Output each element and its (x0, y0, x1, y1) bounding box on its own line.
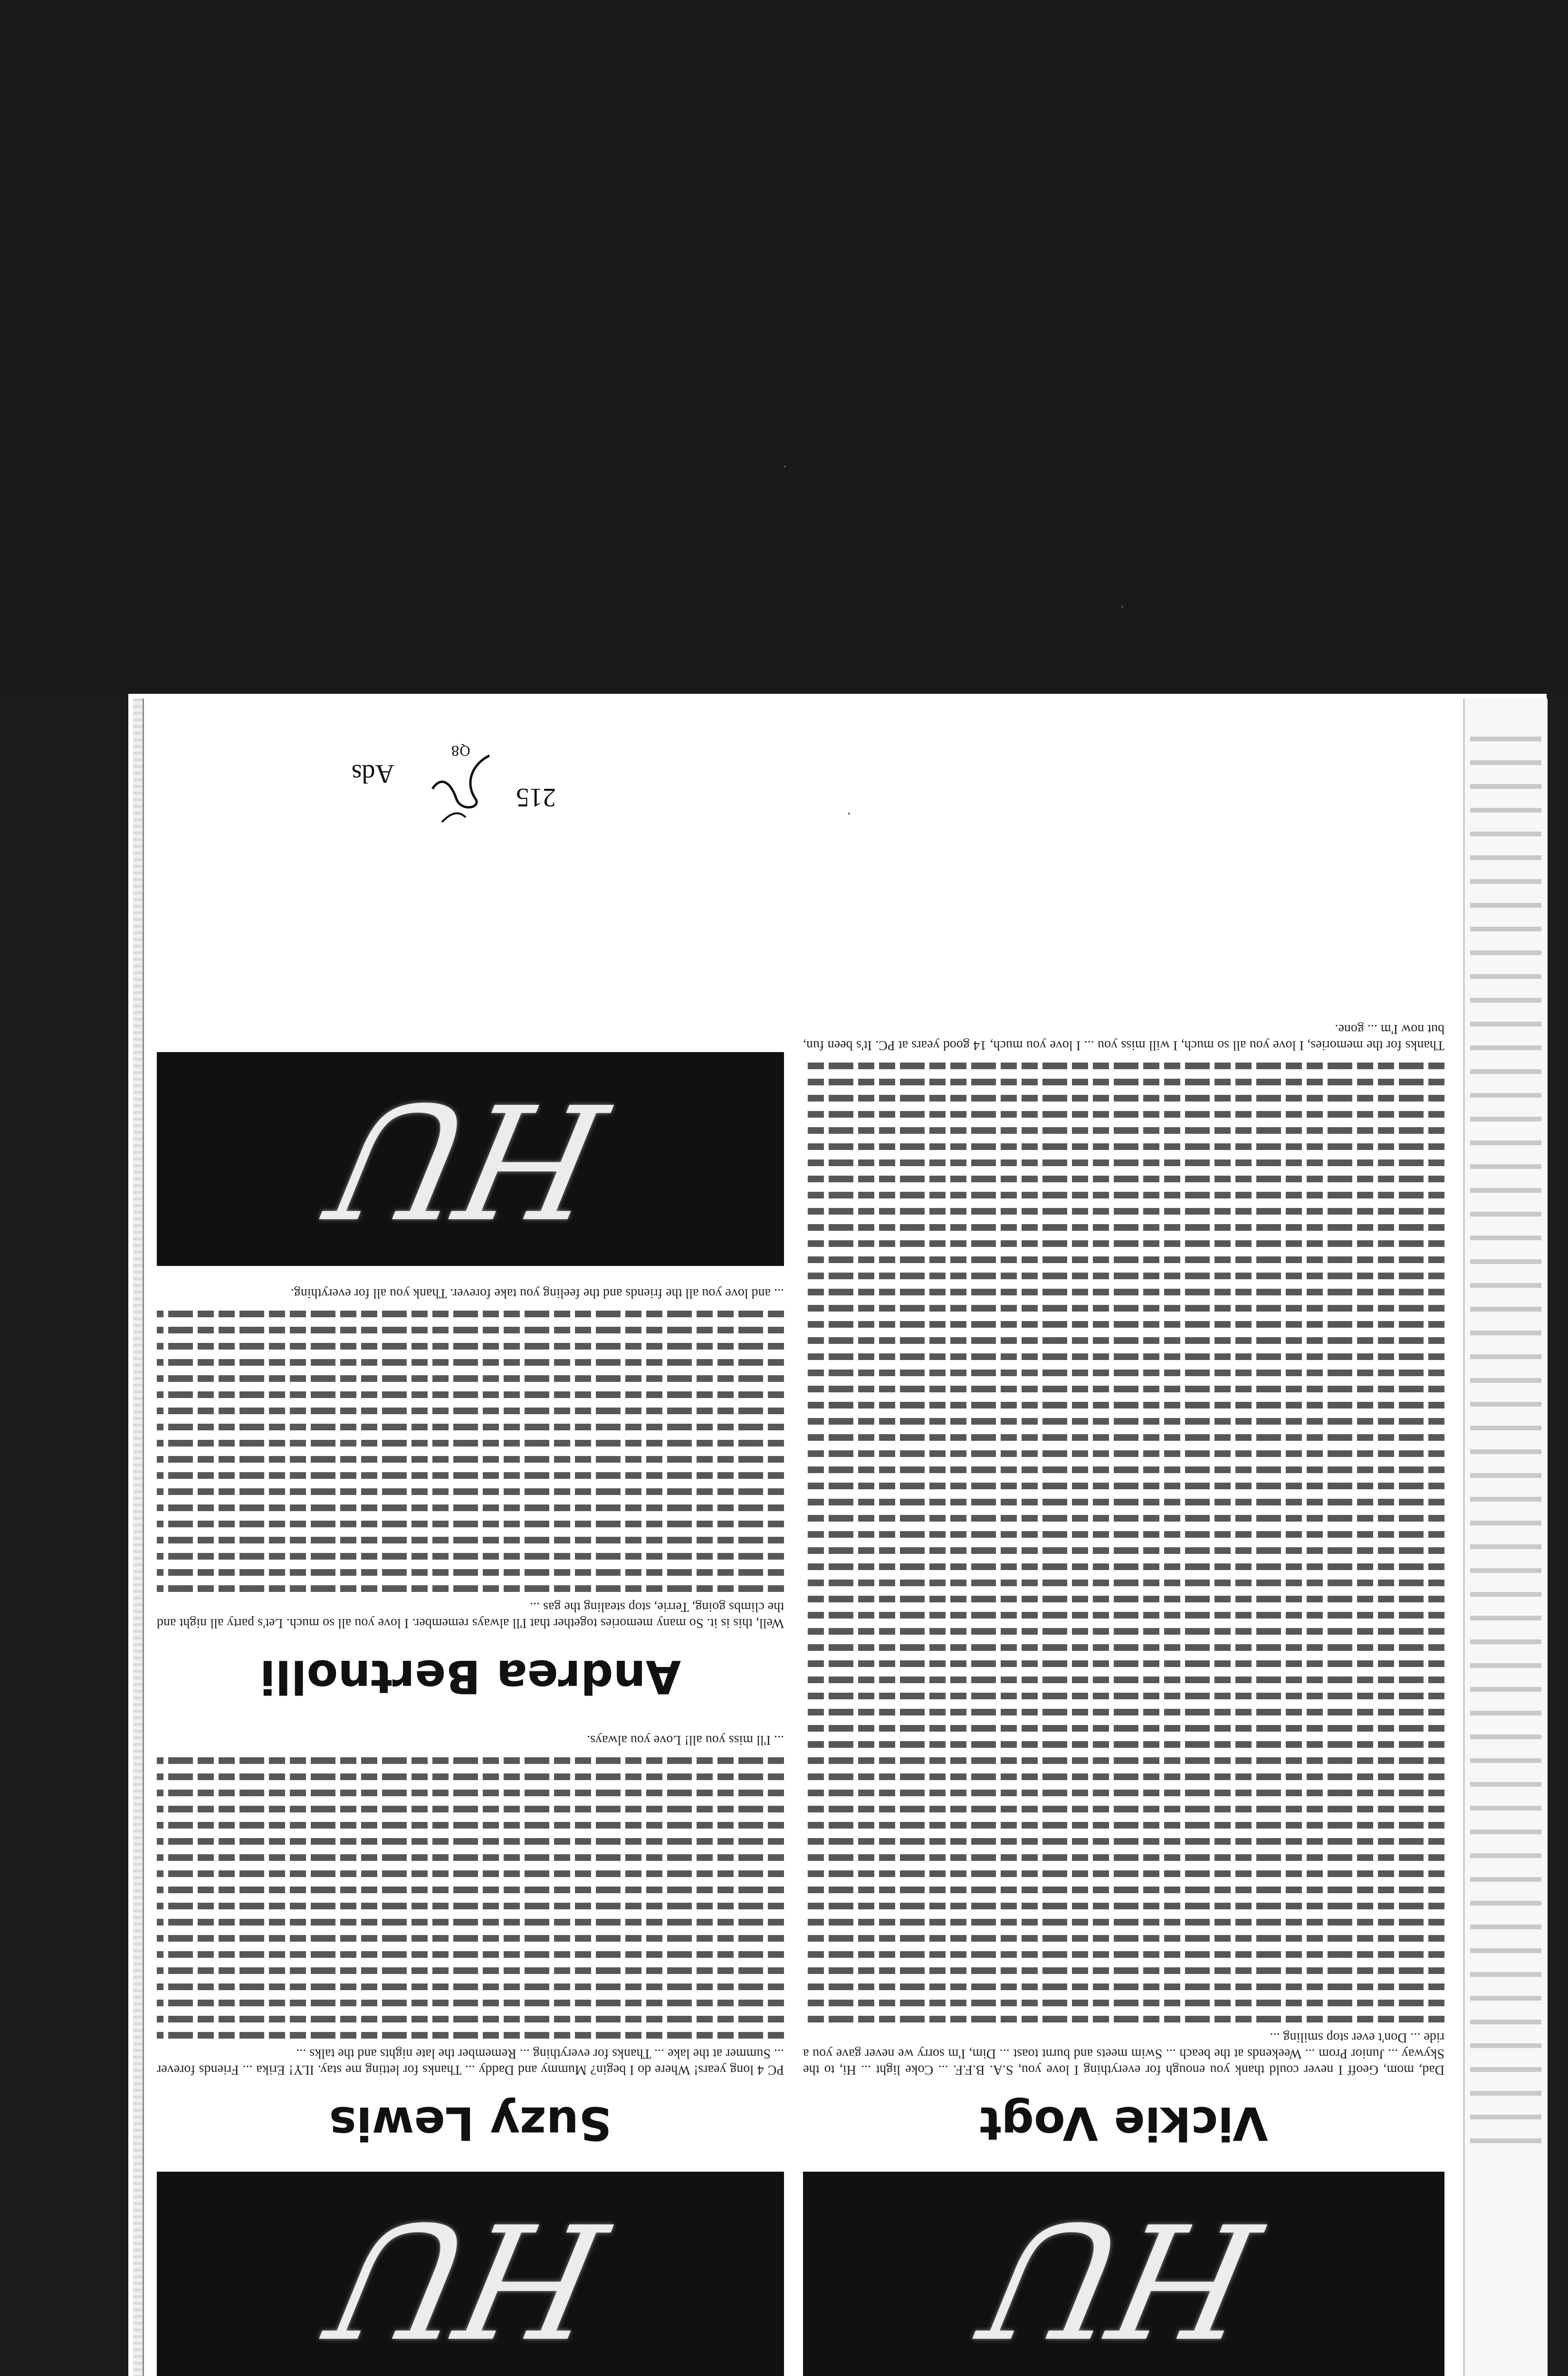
scan-speck (784, 466, 786, 468)
scanner-background-left (0, 694, 128, 2376)
portrait-graphic-text: HU (975, 2187, 1273, 2370)
senior-portrait-graphic (157, 2172, 784, 2376)
senior-message-body (157, 1311, 784, 1592)
scanner-background-top (0, 0, 1568, 694)
adjacent-page-edge (1463, 699, 1548, 2376)
senior-message-closing: Thanks for the memories, I love you all so much, I will miss you ... I love you much, 14 good years at PC. It's been fun, but now I'm ... gone. (803, 1022, 1444, 1053)
senior-portrait-graphic (803, 2172, 1444, 2376)
page-footer (195, 737, 575, 832)
senior-ad-column (157, 1052, 784, 2376)
section-label: Ads (351, 759, 394, 788)
page-number: 215 (516, 783, 556, 812)
portrait-graphic-text: HU (321, 1068, 620, 1250)
scanner-background-right (1547, 694, 1568, 2376)
senior-message-opening: Well, this is it. So many memories together that I'll always remember. I love you all so much. Let's party all night and the climbs going, Terrie, stop stealing the gas ... (157, 1600, 784, 1630)
senior-message-opening: Dad, mom, Geoff I never could thank you enough for everything I love you, S.A. B.F.F. ... Coke light ... Hi, to the Skyway ... Junior Prom ... Weekends at the beach ... Swim meets and burnt toast ... Dim, I'm sorry we never gave you a ride ... Don't ever stop smiling ... (803, 2030, 1444, 2077)
senior-portrait-graphic (157, 1052, 784, 1266)
portrait-graphic-text: HU (321, 2187, 620, 2370)
senior-message-body (803, 1063, 1444, 2022)
handwritten-mark-icon (423, 741, 499, 827)
scan-speck (1121, 606, 1123, 608)
senior-name-heading: Suzy Lewis (329, 2097, 612, 2150)
scan-speck (848, 813, 850, 814)
senior-name-heading: Vickie Vogt (979, 2097, 1268, 2150)
senior-message-body (157, 1757, 784, 2039)
senior-message-closing: ... and love you all the friends and the feeling you take forever. Thank you all for everything. (290, 1286, 784, 1301)
senior-message-closing: ... I'll miss you all! Love you always. (587, 1733, 784, 1747)
page-content-rotated (147, 703, 1454, 2376)
senior-message-opening: PC 4 long years! Where do I begin? Mummy and Daddy ... Thanks for letting me stay. ILY! Erika ... Friends forever ... Summer at the lake ... Thanks for everything ... Remember the late nights and the talks ... (157, 2046, 784, 2077)
senior-ad-column (803, 1021, 1444, 2376)
handwritten-annotation: Q8 (451, 743, 470, 758)
senior-name-heading: Andrea Bertnolli (259, 1650, 681, 1703)
